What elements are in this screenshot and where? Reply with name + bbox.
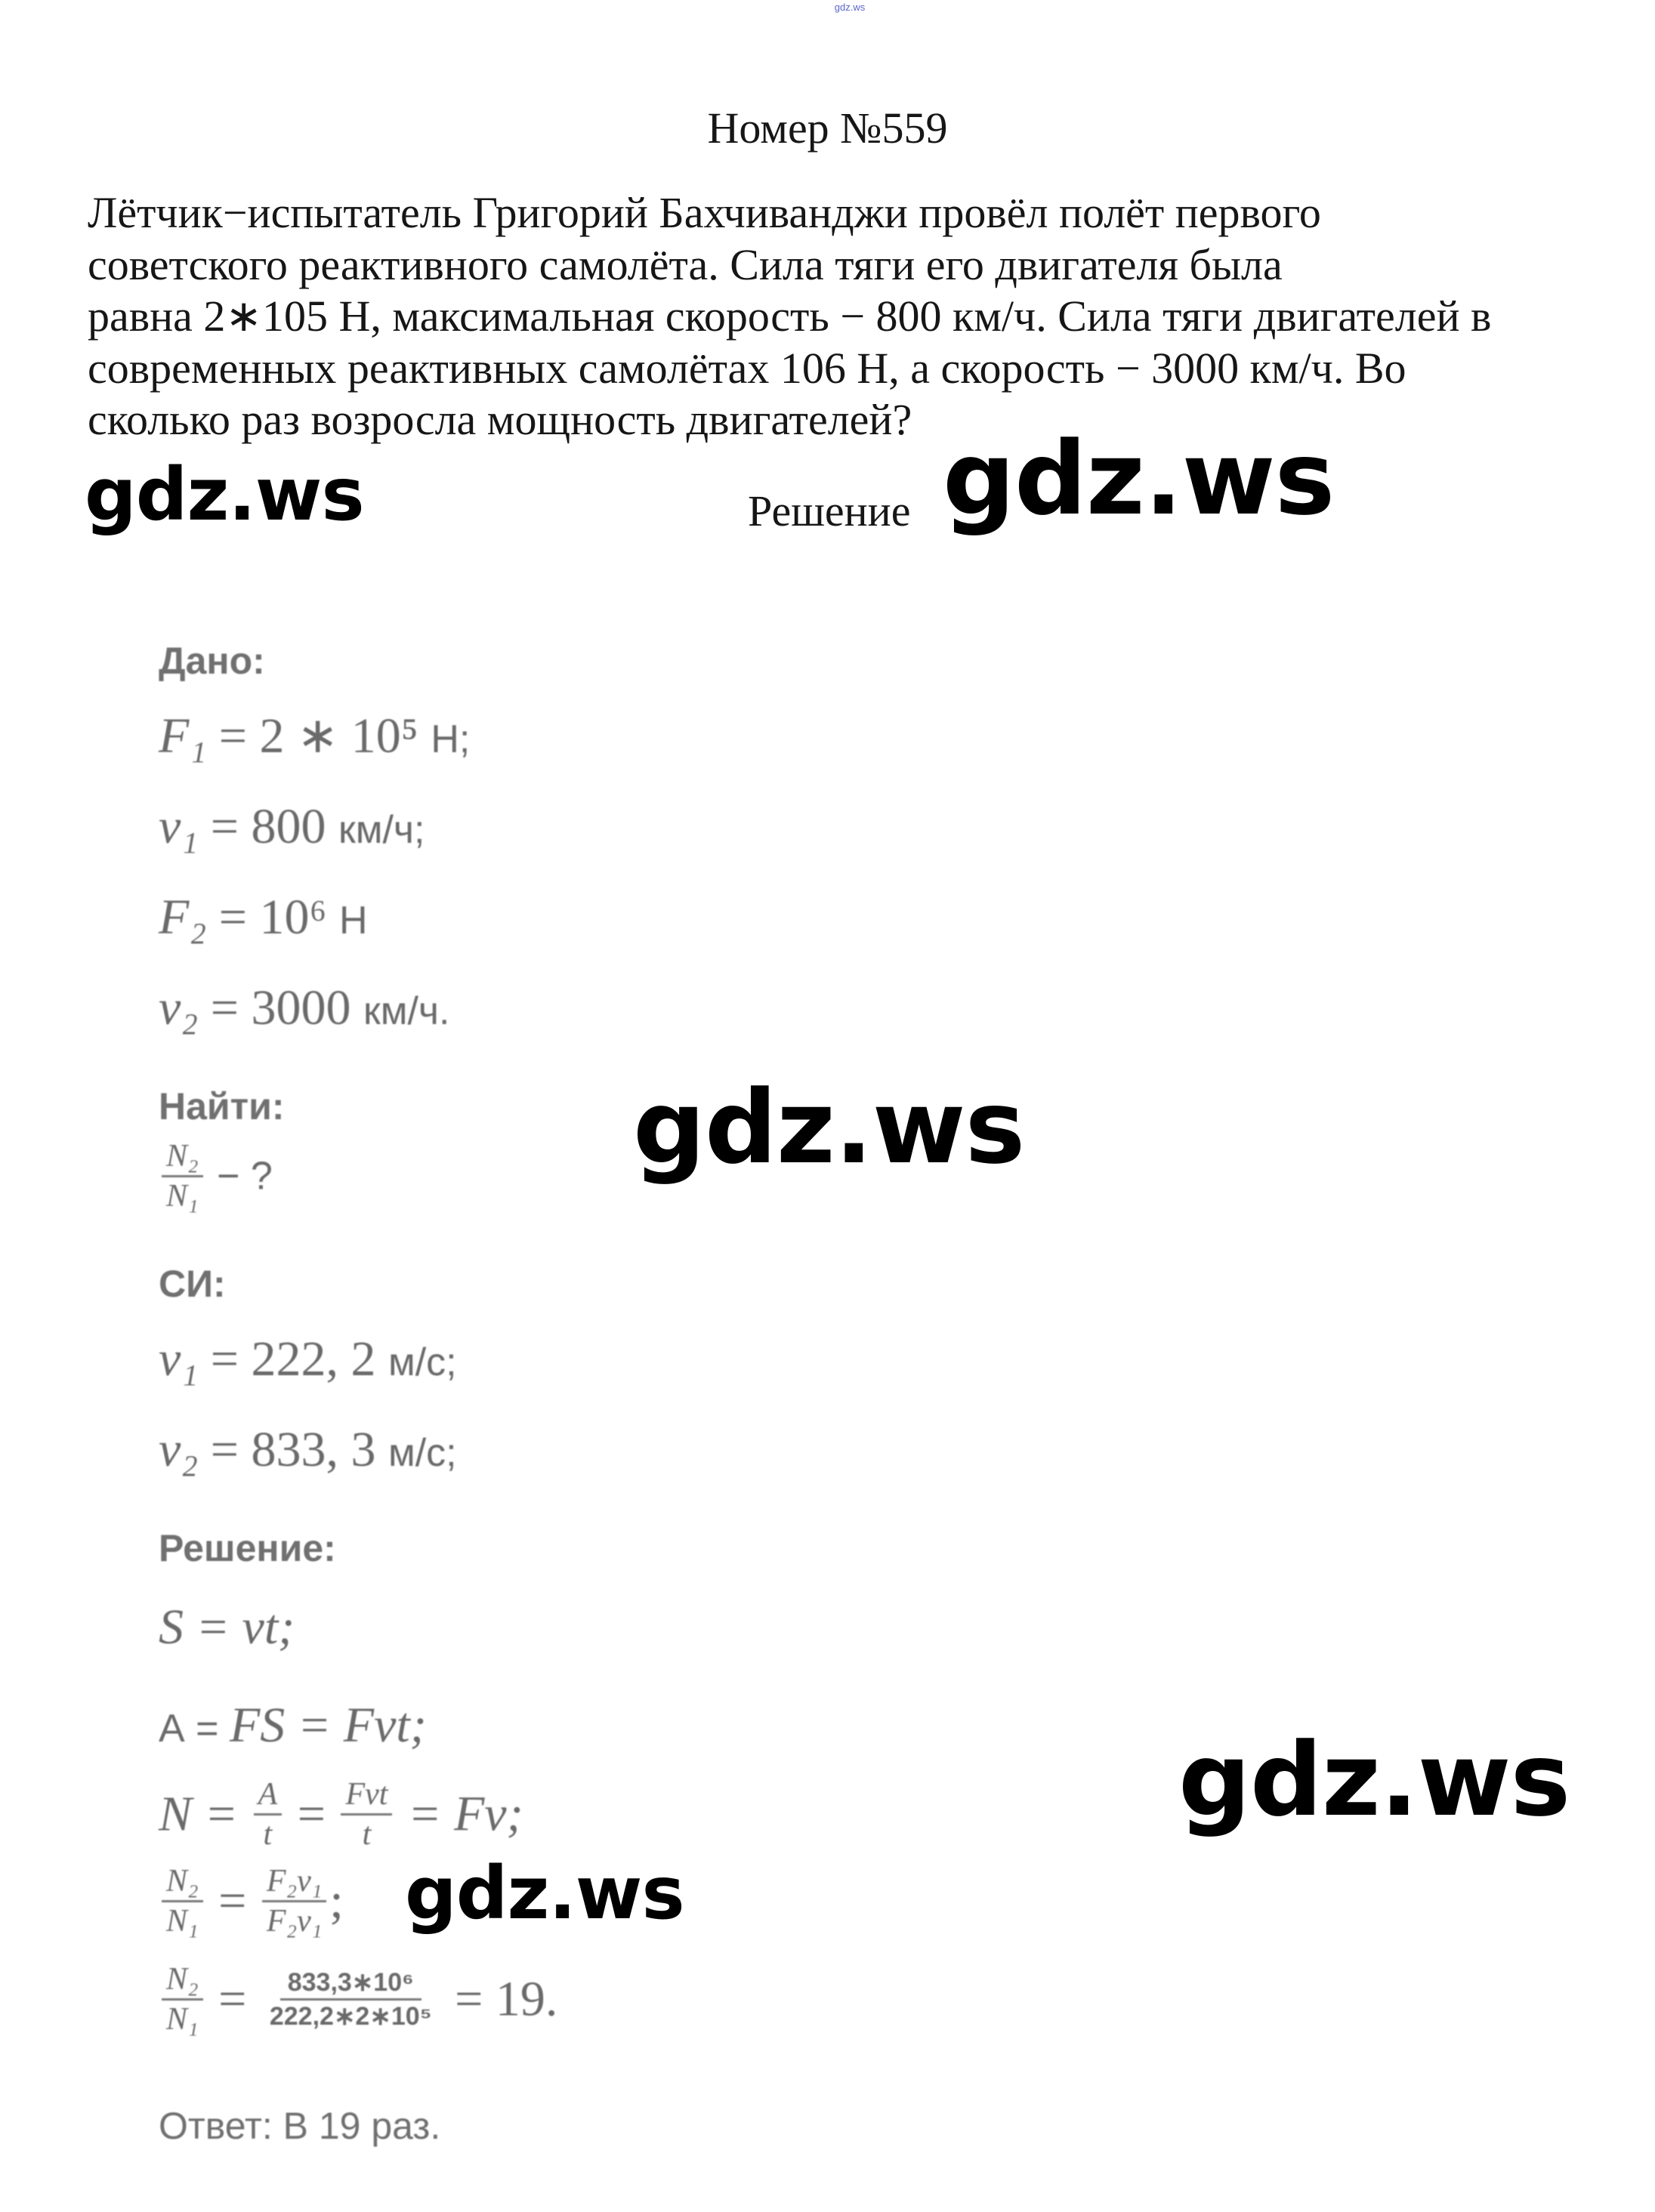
- problem-title: Номер №559: [707, 103, 948, 153]
- given-v1-lhs: v₁: [159, 799, 199, 854]
- given-v1: [159, 797, 425, 860]
- given-f2-unit: Н: [339, 899, 368, 942]
- given-f1: [159, 706, 470, 770]
- problem-line: равна 2∗105 Н, максимальная скорость − 800 км/ч. Сила тяги двигателей в: [88, 292, 1492, 341]
- step-result: $\frac{\text{N₂}}{\text{N₁}}$ = $\frac{\text{833,3∗10⁶}}{\text{222,2∗2∗10⁵}}$ = 19.: [159, 1964, 557, 2035]
- site-link[interactable]: gdz.ws: [834, 2, 866, 13]
- find-fraction: [162, 1140, 203, 1212]
- fraction-numerator: N₂: [162, 1140, 203, 1177]
- fraction-numerator: F₂v₁: [262, 1865, 327, 1902]
- find-rest: − ?: [205, 1154, 273, 1199]
- problem-line: советского реактивного самолёта. Сила тяги его двигателя была: [88, 239, 1283, 289]
- given-label: Дано:: [159, 640, 265, 682]
- fraction-numerator: 833,3∗10⁶: [280, 1970, 421, 2001]
- given-v1-eq: = 800: [198, 799, 338, 854]
- fraction-numerator: N₂: [162, 1865, 203, 1902]
- step-work: [159, 1695, 427, 1759]
- result-fraction: [162, 1964, 203, 2035]
- solution-steps-label: Решение:: [159, 1527, 336, 1569]
- power-fraction-1: [254, 1779, 283, 1850]
- problem-text: [88, 187, 1598, 446]
- given-f2-lhs: F₂: [159, 890, 207, 945]
- given-f1-eq: = 2 ∗ 10⁵: [206, 708, 431, 764]
- problem-line: современных реактивных самолётах 106 Н, а скорость − 3000 км/ч. Во: [88, 343, 1406, 393]
- si-v1-eq: = 222, 2: [198, 1331, 388, 1387]
- ratio-formula-fraction: [262, 1865, 327, 1937]
- si-v2-eq: = 833, 3: [198, 1422, 388, 1477]
- watermark: gdz.ws: [943, 420, 1335, 538]
- ratio-fraction: [162, 1865, 203, 1937]
- step-distance-text: S = vt;: [159, 1600, 295, 1655]
- si-v2-unit: м/с;: [388, 1431, 457, 1475]
- fraction-denominator: N₁: [166, 1904, 199, 1939]
- fraction-numerator: N₂: [162, 1964, 203, 2001]
- given-v2-unit: км/ч.: [363, 989, 450, 1033]
- given-v2-eq: = 3000: [198, 980, 363, 1035]
- fraction-denominator: F₂v₁: [266, 1904, 323, 1939]
- watermark: gdz.ws: [633, 1069, 1025, 1186]
- fraction-numerator: Fvt: [341, 1779, 392, 1816]
- step-distance: [159, 1597, 295, 1658]
- given-f2: [159, 887, 368, 951]
- step-power-rest: = Fv;: [395, 1786, 523, 1842]
- problem-line: сколько раз возросла мощность двигателей?: [88, 395, 912, 444]
- power-fraction-2: [341, 1779, 392, 1850]
- si-label: СИ:: [159, 1263, 226, 1305]
- fraction-denominator: N₁: [166, 2002, 199, 2037]
- fraction-denominator: 222,2∗2∗10⁵: [269, 2002, 432, 2031]
- watermark: gdz.ws: [1178, 1721, 1570, 1839]
- fraction-denominator: t: [362, 1817, 372, 1852]
- step-power-lhs: N =: [159, 1786, 251, 1842]
- watermark: gdz.ws: [85, 452, 364, 537]
- step-work-text: FS = Fvt;: [229, 1698, 427, 1753]
- si-v1-lhs: v₁: [159, 1331, 199, 1387]
- given-v2-lhs: v₂: [159, 980, 199, 1035]
- si-v1: [159, 1329, 457, 1393]
- find-label: Найти:: [159, 1085, 285, 1128]
- si-v2: [159, 1420, 457, 1483]
- fraction-denominator: N₁: [166, 1179, 199, 1214]
- given-v1-unit: км/ч;: [338, 808, 425, 852]
- si-v2-lhs: v₂: [159, 1422, 199, 1477]
- fraction-denominator: t: [263, 1817, 273, 1852]
- find-expression: [159, 1140, 273, 1212]
- step-work-prefix: А =: [159, 1707, 230, 1751]
- step-result-rest: = 19.: [442, 1971, 558, 2027]
- step-ratio: $\frac{\text{N₂}}{\text{N₁}}$ = $\frac{\text{F₂v₁}}{\text{F₂v₁}}$ ;: [159, 1865, 344, 1937]
- solution-heading: Решение: [748, 486, 911, 535]
- si-v1-unit: м/с;: [388, 1340, 457, 1384]
- step-power: N = $\frac{A}{t}$ = $\frac{\text{Fvt}}{t}$ = Fv;: [159, 1777, 523, 1852]
- fraction-numerator: A: [254, 1779, 283, 1816]
- given-v2: [159, 978, 449, 1041]
- step-ratio-rest: ;: [329, 1873, 344, 1929]
- watermark: gdz.ws: [405, 1851, 684, 1936]
- given-f1-lhs: F₁: [159, 708, 207, 764]
- answer: Ответ: В 19 раз.: [159, 2105, 441, 2147]
- problem-line: Лётчик−испытатель Григорий Бахчиванджи провёл полёт первого: [88, 188, 1321, 237]
- given-f1-unit: Н;: [431, 717, 471, 761]
- given-f2-eq: = 10⁶: [206, 890, 339, 945]
- result-value-fraction: [262, 1970, 440, 2029]
